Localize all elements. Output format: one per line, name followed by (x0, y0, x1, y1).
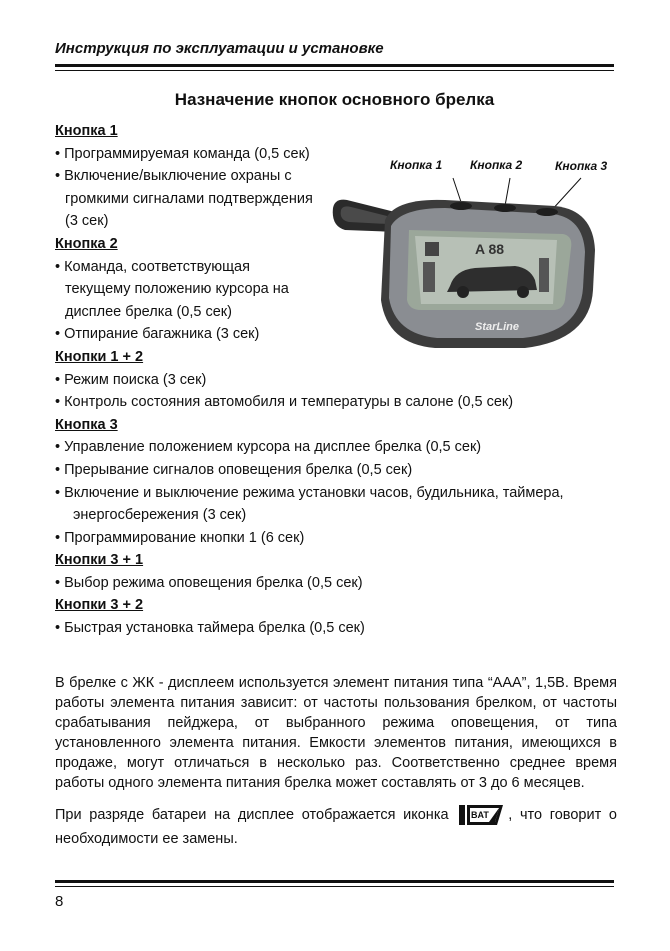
footer-rule (55, 880, 614, 883)
section-heading: Кнопки 3 + 2 (55, 597, 144, 614)
list-item: • Включение/выключение охраны с громкими сигналами подтверждения (3 сек) (55, 168, 313, 230)
battery-paragraph: В брелке с ЖК - дисплеем используется элемент питания типа “ААА”, 1,5В. Время работы элемента питания зависит: от частоты пользования брелком, от частоты срабатывания пейджера, от выбранного режима оповещения, от типа установленного элемента питания. Емкости элементов питания, имеющихся в продаже, могут отличаться в несколько раз. Соответственно среднее время работы одного элемента питания брелка может составлять от 3 до 6 месяцев. (55, 675, 617, 791)
header-title: Инструкция по эксплуатации и установке (55, 40, 384, 57)
section-heading: Кнопка 1 (55, 123, 118, 139)
list-item: • Режим поиска (3 сек) (55, 371, 207, 388)
fob-brand: StarLine (475, 321, 520, 333)
fob-label-button-3: Кнопка 3 (555, 159, 608, 173)
key-fob-drawing (325, 150, 625, 380)
battery-icon (459, 803, 505, 827)
para2-text-after: , что говорит о необходимости ее замены. (55, 807, 617, 848)
fob-label-button-2: Кнопка 2 (470, 158, 523, 172)
fob-label-button-1: Кнопка 1 (390, 158, 443, 172)
page-number: 8 (55, 893, 64, 910)
list-item: • Выбор режима оповещения брелка (0,5 сек) (55, 574, 363, 591)
section-heading: Кнопки 3 + 1 (55, 552, 144, 569)
battery-icon-paragraph (55, 803, 617, 851)
page-title: Назначение кнопок основного брелка (174, 90, 495, 109)
section-buttons-3-1 (55, 549, 625, 594)
list-item: • Отпирание багажника (3 сек) (55, 326, 260, 343)
section-heading: Кнопки 1 + 2 (55, 348, 144, 365)
section-heading: Кнопка 3 (55, 416, 118, 433)
header-rule-thin (55, 70, 614, 71)
header-rule (55, 64, 614, 67)
section-buttons-3-2 (55, 594, 625, 639)
list-item: • Включение и выключение режима установки часов, будильника, таймера, энергосбережения (3 сек) (55, 484, 564, 524)
svg-text:A 88: A 88 (475, 241, 505, 257)
list-item: • Быстрая установка таймера брелка (0,5 сек) (55, 620, 365, 637)
list-item: • Прерывание сигналов оповещения брелка (0,5 сек) (55, 461, 413, 478)
section-heading: Кнопка 2 (55, 235, 118, 252)
list-item: • Программируемая команда (0,5 сек) (55, 145, 310, 162)
para2-text-before: При разряде батареи на дисплее отображается иконка (55, 807, 449, 823)
section-button-3 (55, 414, 625, 550)
battery-icon-label: BAT (471, 810, 490, 821)
list-item: • Контроль состояния автомобиля и температуры в салоне (0,5 сек) (55, 394, 514, 411)
list-item: • Управление положением курсора на дисплее брелка (0,5 сек) (55, 439, 482, 456)
list-item: • Команда, соответствующая текущему положению курсора на дисплее брелка (0,5 сек) (55, 258, 289, 320)
footer-rule-thin (55, 886, 614, 887)
list-item: • Программирование кнопки 1 (6 сек) (55, 529, 305, 546)
key-fob-illustration (325, 150, 625, 380)
